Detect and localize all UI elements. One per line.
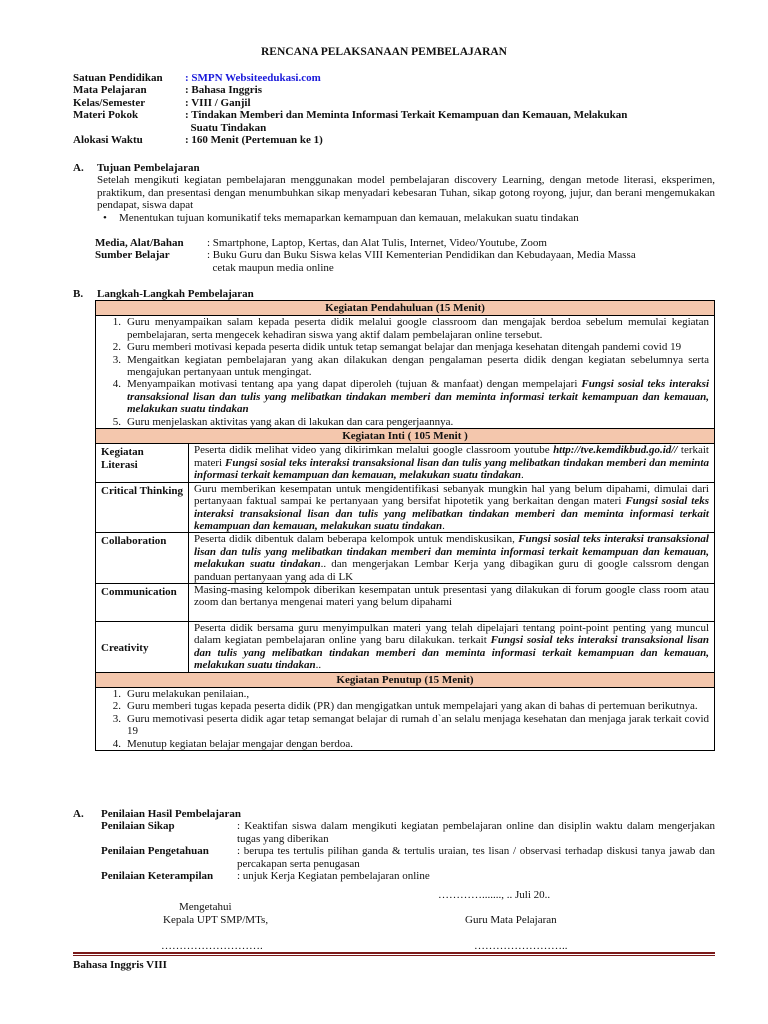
identity-row: [73, 109, 713, 121]
media-block: [95, 237, 715, 274]
section-title: Tujuan Pembelajaran: [97, 162, 200, 174]
section-tujuan: [73, 162, 715, 224]
signature-right-line: ……………………..: [474, 940, 568, 952]
media-value: cetak maupun media online: [207, 261, 334, 274]
assessment-label: Penilaian Keterampilan: [101, 870, 214, 883]
media-label: Sumber Belajar: [95, 249, 170, 262]
assessment-value: : berupa tes tertulis pilihan ganda & tertulis uraian, tes lisan / observasi terhadap diskusi tanya jawab dan percakapan serta penugasan: [237, 845, 715, 870]
item-number: 5.: [112, 415, 121, 428]
item-text: Guru melakukan penilaian.,: [127, 687, 250, 700]
penutup-header: Kegiatan Penutup (15 Menit): [96, 672, 715, 687]
desc-plain: terkait materi: [194, 444, 709, 469]
identity-row: [73, 134, 713, 146]
activity-table: [95, 300, 715, 751]
footer-rule-thin: [73, 955, 715, 956]
pendahuluan-list: [101, 316, 709, 428]
desc-emphasis: Fungsi sosial teks interaksi transaksional lisan dan tulis yang melibatkan tindakan memberi dan meminta informasi terkait kemampuan dan kemauan, melakukan suatu tindakan: [194, 533, 709, 571]
item-text: Menutup kegiatan belajar mengajar dengan berdoa.: [127, 737, 354, 750]
list-item: [101, 700, 709, 712]
identity-block: [73, 72, 713, 146]
list-item: [101, 378, 709, 415]
assessment-value: : Keaktifan siswa dalam mengikuti kegiatan pembelajaran online dan disiplin waktu dalam mengerjakan tugas yang diberikan: [237, 820, 715, 845]
table-row: [96, 533, 715, 584]
desc-plain: Peserta didik bersama guru menyimpulkan materi yang telah dipelajari tentang point-point penting yang muncul dalam kegiatan pembelajaran online yang baru dilakukan. terkait: [194, 621, 709, 647]
activity-label: Critical Thinking: [96, 482, 189, 533]
bullet-icon: •: [103, 211, 107, 224]
assessment-label: Penilaian Sikap: [101, 820, 175, 833]
activity-description: [189, 533, 715, 584]
item-text: [127, 378, 709, 415]
section-heading: [73, 808, 715, 820]
media-label: [95, 262, 207, 274]
item-number: 1.: [112, 687, 121, 700]
section-title: Penilaian Hasil Pembelajaran: [101, 808, 241, 820]
activity-description: [189, 482, 715, 533]
activity-label: Communication: [96, 583, 189, 621]
signature-block: [0, 885, 768, 955]
footer-text: Bahasa Inggris VIII: [73, 959, 167, 971]
item-number: 2.: [112, 700, 121, 713]
section-letter: A.: [73, 162, 84, 174]
desc-plain: Masing-masing kelompok diberikan kesempatan untuk presentasi yang dilakukan di forum google class room atau zoom dan bertanya mengenai materi yang belum dipahami: [194, 583, 709, 609]
assessment-row: [73, 845, 715, 870]
identity-value: : SMPN Websiteedukasi.com: [185, 72, 321, 84]
item-number: 4.: [112, 378, 121, 391]
identity-row: [73, 122, 713, 134]
item-text: Guru memotivasi peserta didik agar tetap semangat belajar di rumah d`an selalu menjaga kesehatan dan menjaga jarak terkait covid 19: [127, 712, 709, 738]
pendahuluan-header: Kegiatan Pendahuluan (15 Menit): [96, 301, 715, 316]
table-row: [96, 621, 715, 672]
signature-left-line: ……………………….: [161, 940, 263, 952]
identity-value: : VIII / Ganjil: [185, 96, 251, 109]
item-text: Guru menjelaskan aktivitas yang akan di lakukan dan cara pengerjaannya.: [127, 415, 454, 428]
section-letter: B.: [73, 288, 84, 300]
activity-description: [189, 621, 715, 672]
section-langkah: [73, 288, 715, 300]
identity-label: [73, 122, 185, 134]
activity-label: Creativity: [96, 621, 189, 672]
identity-row: [73, 97, 713, 109]
section-title: Langkah-Langkah Pembelajaran: [97, 288, 254, 300]
desc-plain: Peserta didik dibentuk dalam beberapa kelompok untuk mendiskusikan,: [194, 533, 519, 546]
desc-plain: Peserta didik melihat video yang dikirimkan melalui google classroom youtube: [194, 444, 554, 457]
item-number: 4.: [112, 737, 121, 750]
activity-label: Kegiatan Literasi: [96, 444, 189, 482]
identity-value: Suatu Tindakan: [185, 121, 267, 134]
activity-description: [189, 444, 715, 482]
item-text: Guru menyampaikan salam kepada peserta didik melalui google classroom dan mengajak berdoa sebelum memulai kegiatan pembelajaran, serta mengecek kehadiran siswa yang aktif dalam pembelajaran online tersebut.: [127, 316, 709, 341]
table-row: [96, 583, 715, 621]
list-item: [101, 738, 709, 750]
table-row: [96, 482, 715, 533]
identity-label: Materi Pokok: [73, 109, 139, 122]
desc-plain: ..: [315, 659, 322, 672]
media-row: [95, 237, 715, 249]
media-row: [95, 262, 715, 274]
assessment-block: [73, 808, 715, 882]
penutup-cell: [96, 687, 715, 750]
identity-label: Mata Pelajaran: [73, 84, 147, 97]
assessment-heading-wrap: [73, 808, 715, 820]
identity-row: [73, 72, 713, 84]
footer-rule: [73, 952, 715, 954]
signature-know: Mengetahui: [179, 901, 232, 913]
tujuan-bullet: [73, 212, 715, 224]
identity-label: Satuan Pendidikan: [73, 72, 163, 84]
signature-left-title: Kepala UPT SMP/MTs,: [163, 914, 269, 926]
list-item: [101, 341, 709, 353]
item-text-emphasis: Fungsi sosial teks interaksi transaksional lisan dan tulis yang melibatkan tindakan memberi dan meminta informasi terkait kemampuan dan kemauan, melakukan suatu tindakan: [127, 378, 709, 416]
desc-emphasis: Fungsi sosial teks interaksi transaksional lisan dan tulis yang melibatkan tindakan memberi dan meminta informasi terkait kemampuan dan kemauan, melakukan suatu tindakan: [194, 634, 709, 672]
section-heading: [73, 162, 715, 174]
video-link[interactable]: http://tve.kemdikbud.go.id//: [553, 444, 678, 457]
list-item: [101, 354, 709, 379]
identity-value: : 160 Menit (Pertemuan ke 1): [185, 134, 323, 147]
desc-emphasis: Fungsi sosial teks interaksi transaksional lisan dan tulis yang melibatkan tindakan memberi dan meminta informasi terkait kemampuan dan kemauan, melakukan suatu tindakan: [194, 495, 709, 532]
list-item: [101, 713, 709, 738]
item-number: 1.: [112, 316, 121, 329]
penutup-list: [101, 688, 709, 750]
item-text: Mengaitkan kegiatan pembelajaran yang akan dilakukan dengan pengalaman peserta didik dengan kegiatan sebelumnya serta mengajukan pertanyaan untuk mengingat.: [127, 353, 709, 379]
pendahuluan-cell: [96, 316, 715, 429]
media-row: [95, 249, 715, 261]
identity-label: Kelas/Semester: [73, 96, 146, 109]
table-row: [96, 444, 715, 482]
media-value: : Smartphone, Laptop, Kertas, dan Alat Tulis, Internet, Video/Youtube, Zoom: [207, 237, 547, 249]
page-title: RENCANA PELAKSANAAN PEMBELAJARAN: [261, 46, 507, 58]
section-heading: [73, 288, 715, 300]
tujuan-paragraph: Setelah mengikuti kegiatan pembelajaran menggunakan model pembelajaran discovery Learning, dengan metode literasi, eksperimen, praktikum, dan presentasi dengan menumbuhkan sikap menyadari kebesaran Tuhan, sikap gotong royong, jujur, dan berani mengemukakan pendapat, siswa dapat: [97, 174, 715, 212]
item-text-plain: Menyampaikan motivasi tentang apa yang dapat diperoleh (tujuan & manfaat) dengan mempelajari: [127, 378, 582, 391]
item-text: Guru memberi motivasi kepada peserta didik untuk tetap semangat belajar dan menjaga kesehatan ditengah pandemi covid 19: [127, 341, 682, 354]
media-label: Media, Alat/Bahan: [95, 237, 184, 249]
item-text: Guru memberi tugas kepada peserta didik (PR) dan mengigatkan untuk mempelajari yang akan di bahas di pertemuan berikutnya.: [127, 700, 698, 713]
list-item: [101, 416, 709, 428]
signature-date: …………......., .. Juli 20..: [438, 889, 551, 901]
identity-value: : Bahasa Inggris: [185, 84, 263, 97]
list-item: [101, 316, 709, 341]
item-number: 3.: [112, 353, 121, 366]
desc-emphasis: Fungsi sosial teks interaksi transaksional lisan dan tulis yang melibatkan tindakan memberi dan meminta informasi terkait kemampuan dan kemauan, melakukan suatu tindakan: [194, 456, 709, 482]
item-number: 3.: [112, 712, 121, 725]
identity-value: : Tindakan Memberi dan Meminta Informasi Terkait Kemampuan dan Kemauan, Melakukan: [185, 109, 628, 122]
assessment-label: Penilaian Pengetahuan: [101, 845, 209, 858]
identity-row: [73, 84, 713, 96]
signature-right-title: Guru Mata Pelajaran: [465, 914, 557, 926]
desc-plain: .. dan mengerjakan Lembar Kerja yang dibagikan guru di google calssrom dengan panduan pertanyaan yang ada di LK: [194, 558, 709, 583]
assessment-value: : unjuk Kerja Kegiatan pembelajaran online: [237, 870, 430, 883]
assessment-row: [73, 820, 715, 845]
bullet-text: Menentukan tujuan komunikatif teks memaparkan kemampuan dan kemauan, melakukan suatu tindakan: [119, 211, 579, 224]
section-letter: A.: [73, 808, 84, 820]
desc-plain: .: [442, 519, 445, 532]
item-number: 2.: [112, 341, 121, 354]
media-value: : Buku Guru dan Buku Siswa kelas VIII Kementerian Pendidikan dan Kebudayaan, Media Massa: [207, 249, 636, 262]
assessment-row: [73, 870, 715, 882]
desc-plain: .: [521, 469, 524, 482]
activity-label: Collaboration: [96, 533, 189, 584]
list-item: [101, 688, 709, 700]
desc-plain: Guru memberikan kesempatan untuk mengidentifikasi sebanyak mungkin hal yang belum dipahami, dimulai dari pertanyaan faktual sampai ke pertanyaan yang bersifat hipotetik yang berkaitan dengan materi: [194, 482, 709, 508]
activity-description: [189, 583, 715, 621]
inti-header: Kegiatan Inti ( 105 Menit ): [96, 429, 715, 444]
identity-label: Alokasi Waktu: [73, 134, 143, 147]
